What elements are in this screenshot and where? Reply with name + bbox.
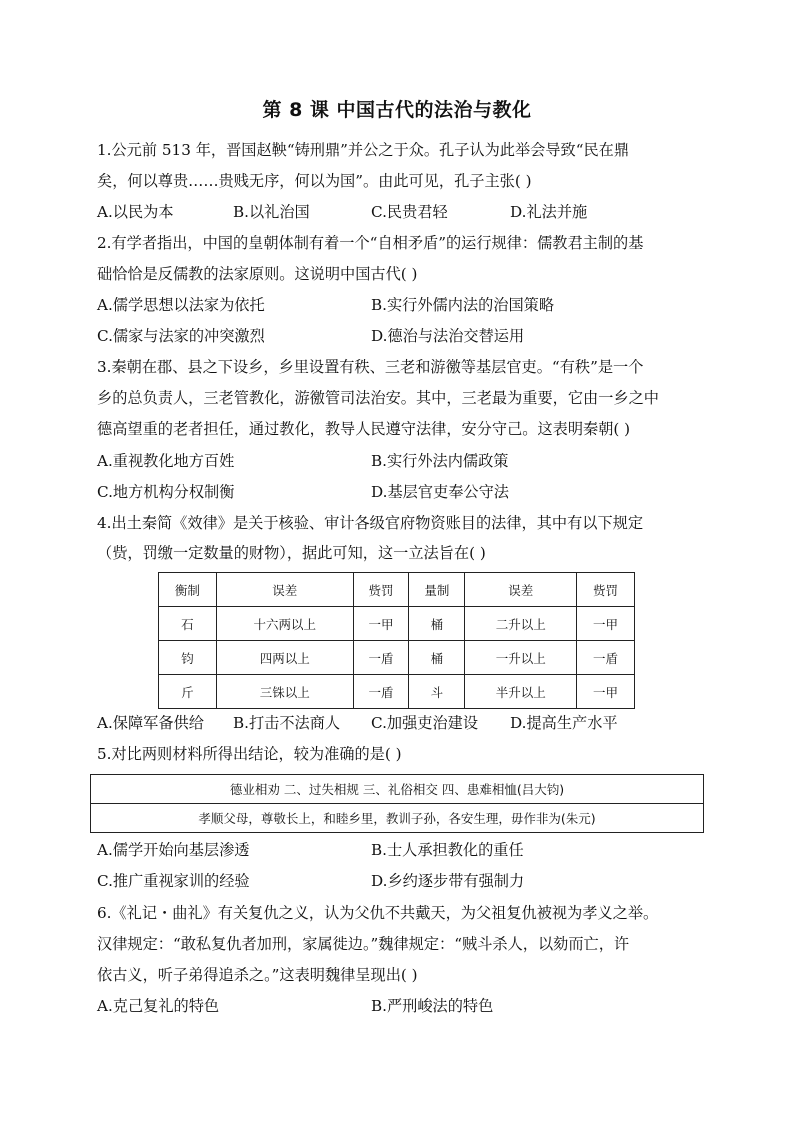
table-header-cell: 衡制 — [159, 573, 217, 607]
q3-line-2: 乡的总负责人，三老管教化，游徼管司法治安。其中，三老最为重要，它由一乡之中 — [97, 389, 659, 407]
q6-line-3: 依古义，听子弟得追杀之。”这表明魏律呈现出( ) — [97, 966, 418, 984]
q5-option-b[interactable]: B.士人承担教化的重任 — [371, 841, 524, 859]
q2-option-a[interactable]: A.儒学思想以法家为依托 — [97, 296, 265, 314]
table-cell: 一盾 — [577, 641, 635, 675]
table-header-cell: 量制 — [409, 573, 465, 607]
q3-option-b[interactable]: B.实行外法内儒政策 — [371, 452, 509, 470]
q1-line-2: 矣，何以尊贵……贵贱无序，何以为国”。由此可见，孔子主张( ) — [97, 172, 532, 190]
q5-table — [90, 774, 704, 833]
q3-line-1: 3.秦朝在郡、县之下设乡，乡里设置有秩、三老和游徼等基层官吏。“有秩”是一个 — [97, 358, 644, 376]
table-row — [91, 775, 704, 804]
table-cell: 桶 — [409, 607, 465, 641]
q4-table-header-row — [159, 573, 635, 607]
table-cell: 一甲 — [353, 607, 409, 641]
q2-line-2: 础恰恰是反儒教的法家原则。这说明中国古代( ) — [97, 265, 418, 283]
q5-option-a[interactable]: A.儒学开始向基层渗透 — [97, 841, 250, 859]
q3-option-d[interactable]: D.基层官吏奉公守法 — [371, 483, 509, 501]
q2-option-b[interactable]: B.实行外儒内法的治国策略 — [371, 296, 555, 314]
table-cell: 一甲 — [577, 607, 635, 641]
q1-line-1: 1.公元前 513 年，晋国赵鞅“铸刑鼎”并公之于众。孔子认为此举会导致“民在鼎 — [97, 141, 630, 159]
q2-option-d[interactable]: D.德治与法治交替运用 — [371, 327, 525, 345]
q4-table — [158, 572, 635, 709]
table-cell: 斗 — [409, 675, 465, 709]
table-row — [159, 675, 635, 709]
table-header-cell: 赀罚 — [353, 573, 409, 607]
q4-option-a[interactable]: A.保障军备供给 — [97, 714, 204, 732]
table-row — [159, 641, 635, 675]
table-cell: 半升以上 — [465, 675, 577, 709]
table-cell: 三铢以上 — [216, 675, 353, 709]
table-cell: 十六两以上 — [216, 607, 353, 641]
table-header-cell: 误差 — [216, 573, 353, 607]
q3-option-c[interactable]: C.地方机构分权制衡 — [97, 483, 235, 501]
q4-line-2: （赀，罚缴一定数量的财物），据此可知，这一立法旨在( ) — [97, 544, 486, 562]
q4-option-d[interactable]: D.提高生产水平 — [510, 714, 618, 732]
table-cell: 斤 — [159, 675, 217, 709]
q4-option-b[interactable]: B.打击不法商人 — [233, 714, 341, 732]
table-cell: 孝顺父母，尊敬长上，和睦乡里，教训子孙，各安生理，毋作非为(朱元) — [91, 804, 704, 833]
q1-option-a[interactable]: A.以民为本 — [97, 203, 174, 221]
table-cell: 石 — [159, 607, 217, 641]
table-header-cell: 误差 — [465, 573, 577, 607]
table-header-cell: 赀罚 — [577, 573, 635, 607]
q4-line-1: 4.出土秦简《效律》是关于核验、审计各级官府物资账目的法律，其中有以下规定 — [97, 514, 644, 532]
q2-line-1: 2.有学者指出，中国的皇朝体制有着一个“自相矛盾”的运行规律：儒教君主制的基 — [97, 234, 644, 252]
table-cell: 四两以上 — [216, 641, 353, 675]
table-cell: 一盾 — [353, 675, 409, 709]
q3-line-3: 德高望重的老者担任，通过教化，教导人民遵守法律，安分守己。这表明秦朝( ) — [97, 420, 631, 438]
table-cell: 钧 — [159, 641, 217, 675]
table-row — [159, 607, 635, 641]
q4-option-c[interactable]: C.加强吏治建设 — [371, 714, 479, 732]
q6-option-a[interactable]: A.克己复礼的特色 — [97, 997, 220, 1015]
page-title: 第 8 课 中国古代的法治与教化 — [262, 99, 532, 121]
q6-option-b[interactable]: B.严刑峻法的特色 — [371, 997, 494, 1015]
table-cell: 一盾 — [353, 641, 409, 675]
table-cell: 德业相劝 二、过失相规 三、礼俗相交 四、患难相恤(吕大钧) — [91, 775, 704, 804]
q5-line-1: 5.对比两则材料所得出结论，较为准确的是( ) — [97, 745, 402, 763]
table-row — [91, 804, 704, 833]
q6-line-2: 汉律规定：“敢私复仇者加刑，家属徙边。”魏律规定：“贼斗杀人，以劾而亡，许 — [97, 935, 630, 953]
q1-option-d[interactable]: D.礼法并施 — [510, 203, 588, 221]
table-cell: 一升以上 — [465, 641, 577, 675]
q5-option-c[interactable]: C.推广重视家训的经验 — [97, 872, 250, 890]
q6-line-1: 6.《礼记・曲礼》有关复仇之义，认为父仇不共戴天，为父祖复仇被视为孝义之举。 — [97, 904, 659, 922]
q1-option-c[interactable]: C.民贵君轻 — [371, 203, 448, 221]
table-cell: 桶 — [409, 641, 465, 675]
q5-option-d[interactable]: D.乡约逐步带有强制力 — [371, 872, 525, 890]
table-cell: 二升以上 — [465, 607, 577, 641]
q2-option-c[interactable]: C.儒家与法家的冲突激烈 — [97, 327, 265, 345]
q3-option-a[interactable]: A.重视教化地方百姓 — [97, 452, 235, 470]
table-cell: 一甲 — [577, 675, 635, 709]
q1-option-b[interactable]: B.以礼治国 — [233, 203, 310, 221]
